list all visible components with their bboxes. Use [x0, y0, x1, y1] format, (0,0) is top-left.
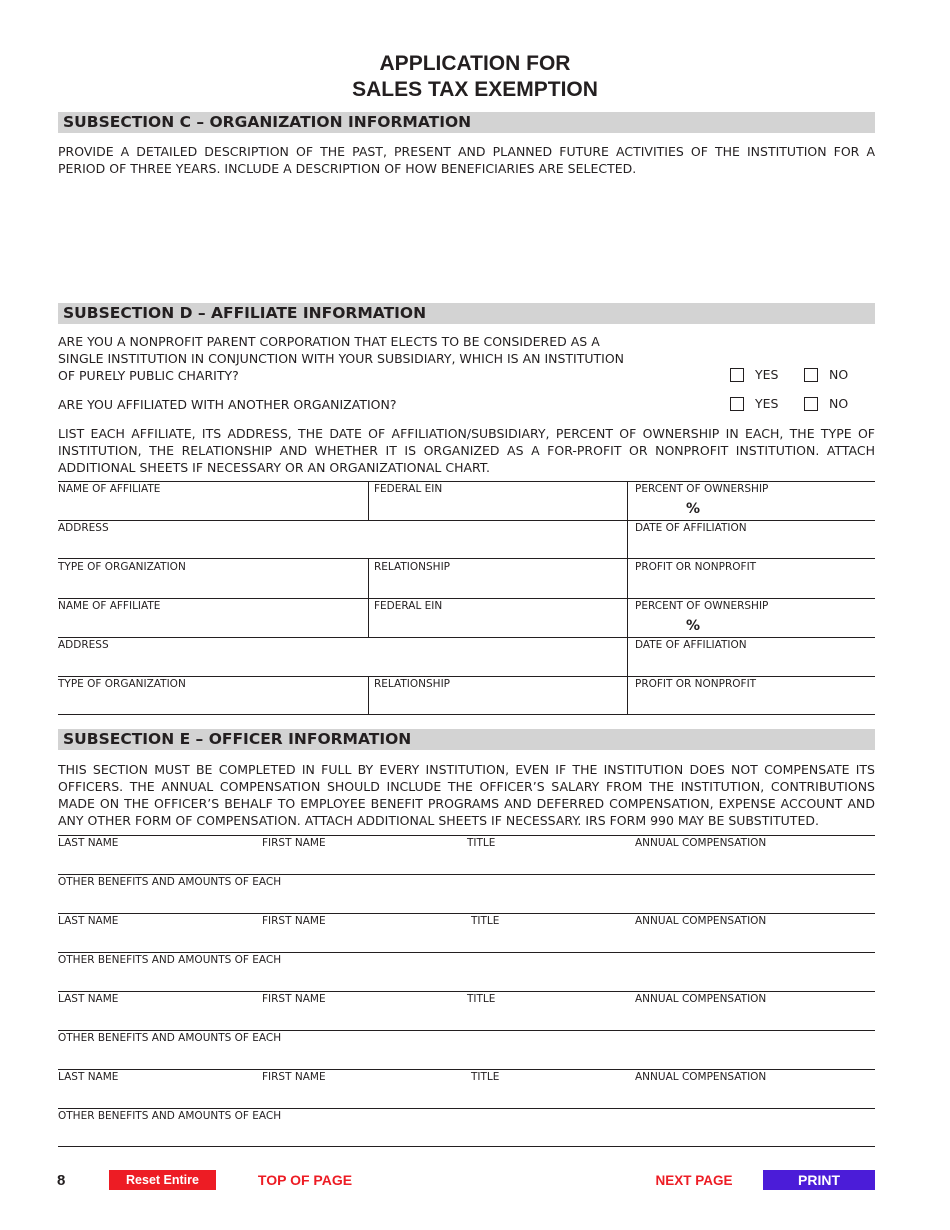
parent-corporation-question-line-1: ARE YOU A NONPROFIT PARENT CORPORATION THAT ELECTS TO BE CONSIDERED AS A	[58, 334, 600, 349]
officer-table-rule	[58, 874, 875, 875]
print-button[interactable]: PRINT	[763, 1170, 875, 1190]
officer-3-compensation-label: ANNUAL COMPENSATION	[635, 993, 767, 1005]
officer-3-benefits-label: OTHER BENEFITS AND AMOUNTS OF EACH	[58, 1032, 282, 1044]
affiliate-1-address-label: ADDRESS	[58, 522, 109, 534]
affiliate-table-rule	[58, 714, 875, 715]
affiliate-2-percent-symbol: %	[686, 618, 701, 634]
subsection-d-instructions: LIST EACH AFFILIATE, ITS ADDRESS, THE DATE OF AFFILIATION/SUBSIDIARY, PERCENT OF OWNERSHIP IN EACH, THE TYPE OF INSTITUTION, THE RELATIONSHIP AND WHETHER IT IS ORGANIZED AS A FOR-PROFIT OR NONPROFIT INSTITUTION. ATTACH ADDITIONAL SHEETS IF NECESSARY OR AN ORGANIZATIONAL CHART.	[58, 426, 875, 475]
affiliated-question: ARE YOU AFFILIATED WITH ANOTHER ORGANIZATION?	[58, 397, 397, 412]
parent-corporation-no-checkbox[interactable]	[804, 368, 818, 382]
reset-form-button[interactable]: Reset Entire Form	[109, 1170, 216, 1190]
officer-table-rule	[58, 835, 875, 836]
affiliated-yes-checkbox[interactable]	[730, 397, 744, 411]
activities-description-field[interactable]	[58, 182, 875, 294]
officer-3-first-name-label: FIRST NAME	[262, 993, 326, 1005]
affiliate-1-ein-label: FEDERAL EIN	[374, 483, 443, 495]
subsection-e-header	[58, 729, 875, 750]
affiliate-2-type-label: TYPE OF ORGANIZATION	[58, 678, 186, 690]
affiliate-2-address-label: ADDRESS	[58, 639, 109, 651]
affiliate-table-rule	[58, 676, 875, 677]
officer-table-rule	[58, 1030, 875, 1031]
affiliate-table-divider	[368, 676, 369, 714]
form-title-line-2: SALES TAX EXEMPTION	[352, 78, 598, 101]
affiliate-1-profit-label: PROFIT OR NONPROFIT	[635, 561, 757, 573]
next-page-link[interactable]: NEXT PAGE	[655, 1173, 733, 1188]
subsection-d-heading: SUBSECTION D – AFFILIATE INFORMATION	[63, 304, 427, 322]
affiliate-2-profit-label: PROFIT OR NONPROFIT	[635, 678, 757, 690]
parent-corporation-no-label: NO	[829, 367, 849, 382]
officer-table-rule	[58, 1069, 875, 1070]
officer-table-rule	[58, 1146, 875, 1147]
affiliate-1-name-label: NAME OF AFFILIATE	[58, 483, 161, 495]
affiliate-1-percent-symbol: %	[686, 501, 701, 517]
affiliate-1-date-label: DATE OF AFFILIATION	[635, 522, 747, 534]
affiliated-yes-label: YES	[755, 396, 779, 411]
affiliate-1-percent-label: PERCENT OF OWNERSHIP	[635, 483, 769, 495]
officer-1-title-label: TITLE	[467, 837, 496, 849]
subsection-c-instructions: PROVIDE A DETAILED DESCRIPTION OF THE PAST, PRESENT AND PLANNED FUTURE ACTIVITIES OF THE INSTITUTION FOR A PERIOD OF THREE YEARS. INCLUDE A DESCRIPTION OF HOW BENEFICIARIES ARE SELECTED.	[58, 144, 875, 176]
officer-1-first-name-label: FIRST NAME	[262, 837, 326, 849]
affiliate-2-percent-label: PERCENT OF OWNERSHIP	[635, 600, 769, 612]
page-number: 8	[57, 1172, 66, 1189]
subsection-e-instructions: THIS SECTION MUST BE COMPLETED IN FULL BY EVERY INSTITUTION, EVEN IF THE INSTITUTION DOES NOT COMPENSATE ITS OFFICERS. THE ANNUAL COMPENSATION SHOULD INCLUDE THE OFFICER’S SALARY FROM THE INSTITUTION, CONTRIBUTIONS MADE ON THE OFFICER’S BEHALF TO EMPLOYEE BENEFIT PROGRAMS AND DEFERRED COMPENSATION, EXPENSE ACCOUNT AND ANY OTHER FORM OF COMPENSATION. ATTACH ADDITIONAL SHEETS IF NECESSARY. IRS FORM 990 MAY BE SUBSTITUTED.	[58, 762, 875, 828]
parent-corporation-yes-label: YES	[755, 367, 779, 382]
officer-4-compensation-label: ANNUAL COMPENSATION	[635, 1071, 767, 1083]
affiliate-table-rule	[58, 558, 875, 559]
affiliate-2-relationship-label: RELATIONSHIP	[374, 678, 451, 690]
officer-4-first-name-label: FIRST NAME	[262, 1071, 326, 1083]
subsection-e-heading: SUBSECTION E – OFFICER INFORMATION	[63, 730, 412, 748]
affiliate-table-divider	[368, 558, 369, 637]
officer-2-first-name-label: FIRST NAME	[262, 915, 326, 927]
officer-table-rule	[58, 913, 875, 914]
officer-2-last-name-label: LAST NAME	[58, 915, 119, 927]
affiliate-2-ein-label: FEDERAL EIN	[374, 600, 443, 612]
officer-4-title-label: TITLE	[471, 1071, 500, 1083]
affiliate-1-type-label: TYPE OF ORGANIZATION	[58, 561, 186, 573]
subsection-d-header	[58, 303, 875, 324]
parent-corporation-question-line-3: OF PURELY PUBLIC CHARITY?	[58, 368, 239, 383]
officer-table-rule	[58, 991, 875, 992]
officer-4-benefits-label: OTHER BENEFITS AND AMOUNTS OF EACH	[58, 1110, 282, 1122]
affiliate-table-divider	[627, 481, 628, 714]
parent-corporation-question-line-2: SINGLE INSTITUTION IN CONJUNCTION WITH YOUR SUBSIDIARY, WHICH IS AN INSTITUTION	[58, 351, 625, 366]
affiliated-no-checkbox[interactable]	[804, 397, 818, 411]
affiliate-2-name-label: NAME OF AFFILIATE	[58, 600, 161, 612]
officer-4-last-name-label: LAST NAME	[58, 1071, 119, 1083]
affiliate-table-rule	[58, 637, 875, 638]
officer-1-compensation-label: ANNUAL COMPENSATION	[635, 837, 767, 849]
officer-1-benefits-label: OTHER BENEFITS AND AMOUNTS OF EACH	[58, 876, 282, 888]
officer-table-rule	[58, 1108, 875, 1109]
top-of-page-link[interactable]: TOP OF PAGE	[257, 1172, 353, 1188]
subsection-c-heading: SUBSECTION C – ORGANIZATION INFORMATION	[63, 113, 472, 131]
officer-2-benefits-label: OTHER BENEFITS AND AMOUNTS OF EACH	[58, 954, 282, 966]
officer-1-last-name-label: LAST NAME	[58, 837, 119, 849]
parent-corporation-yes-checkbox[interactable]	[730, 368, 744, 382]
officer-3-title-label: TITLE	[467, 993, 496, 1005]
officer-3-last-name-label: LAST NAME	[58, 993, 119, 1005]
officer-2-compensation-label: ANNUAL COMPENSATION	[635, 915, 767, 927]
affiliate-table-rule	[58, 481, 875, 482]
affiliate-2-date-label: DATE OF AFFILIATION	[635, 639, 747, 651]
subsection-c-header	[58, 112, 875, 133]
officer-2-title-label: TITLE	[471, 915, 500, 927]
officer-table-rule	[58, 952, 875, 953]
affiliate-1-relationship-label: RELATIONSHIP	[374, 561, 451, 573]
affiliated-no-label: NO	[829, 396, 849, 411]
affiliate-table-rule	[58, 598, 875, 599]
affiliate-table-rule	[58, 520, 875, 521]
form-title-line-1: APPLICATION FOR	[379, 52, 571, 75]
affiliate-table-divider	[368, 481, 369, 520]
